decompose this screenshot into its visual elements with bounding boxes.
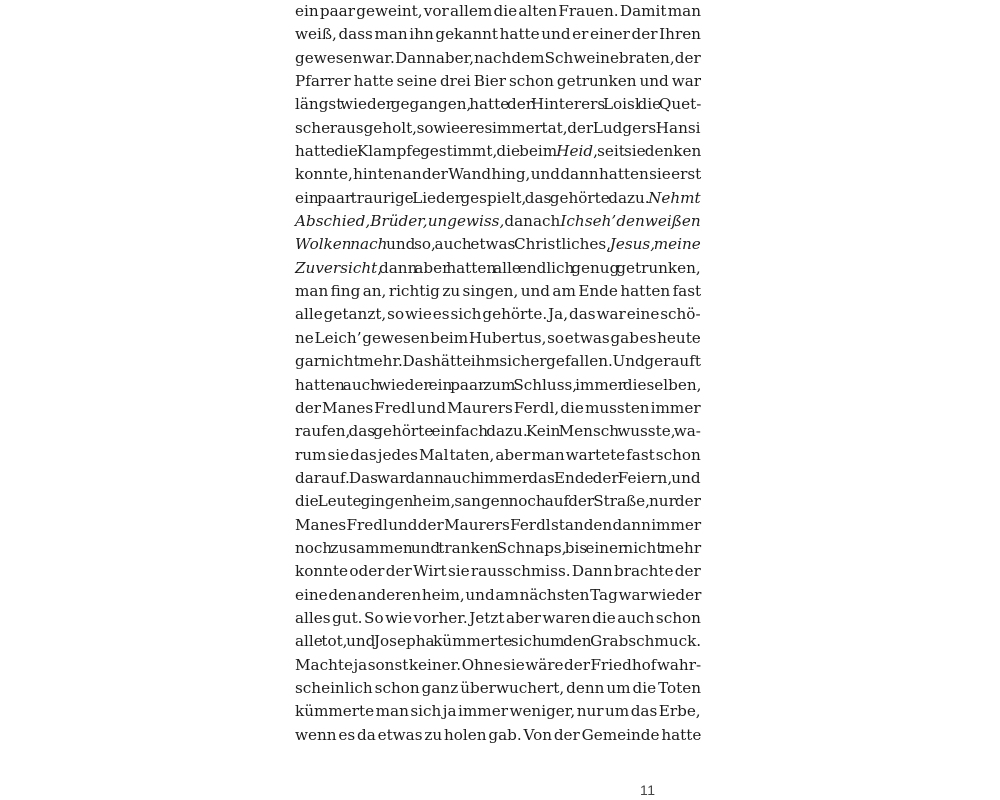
text-segment: Manes Fredl und der Maurers Ferdl standen dann immer bbox=[295, 515, 702, 534]
text-segment: die Leute gingen heim, sangen noch auf der Straße, nur der bbox=[295, 492, 701, 511]
text-line bbox=[295, 70, 701, 93]
text-segment: , seit sie denken bbox=[593, 142, 702, 161]
text-line bbox=[295, 607, 701, 630]
text-segment: sche rausgeholt, so wie er es immer tat, der Ludgers Hansi bbox=[295, 118, 701, 137]
text-segment: hatten auch wieder ein paar zum Schluss, immer dieselben, bbox=[295, 375, 702, 394]
text-segment: Pfarrer hatte seine drei Bier schon getrunken und war bbox=[295, 72, 702, 91]
text-line bbox=[295, 350, 701, 373]
text-segment: gar nicht mehr. Das hätte ihm sicher gefallen. Und gerauft bbox=[295, 352, 701, 371]
italic-text: Heid bbox=[556, 142, 594, 161]
text-segment: man fing an, richtig zu singen, und am Ende hatten fast bbox=[295, 282, 702, 301]
text-line bbox=[295, 444, 701, 467]
text-line bbox=[295, 654, 701, 677]
body-text bbox=[295, 0, 701, 747]
text-segment: ein paar traurige Lieder gespielt, das gehörte dazu. bbox=[295, 188, 649, 207]
italic-text: Wolken nach bbox=[295, 235, 388, 254]
page-number: 11 bbox=[640, 782, 656, 798]
text-line bbox=[295, 140, 701, 163]
text-segment: alles gut. So wie vorher. Jetzt aber waren die auch schon bbox=[295, 608, 701, 627]
text-segment: alle getanzt, so wie es sich gehörte. Ja, das war eine schö- bbox=[295, 305, 701, 324]
text-line bbox=[295, 490, 701, 513]
text-segment: wenn es da etwas zu holen gab. Von der Gemeinde hatte bbox=[295, 725, 702, 744]
text-line bbox=[295, 163, 701, 186]
text-segment: eine den anderen heim, und am nächsten Tag war wieder bbox=[295, 585, 702, 604]
text-segment: konnte oder der Wirt sie rausschmiss. Dann brachte der bbox=[295, 562, 701, 581]
text-line bbox=[295, 724, 701, 747]
text-segment: ne Leich’ gewesen beim Hubertus, so etwas gab es heute bbox=[295, 328, 701, 347]
text-segment: darauf. Das war dann auch immer das Ende der Feiern, und bbox=[295, 468, 701, 487]
italic-text: Ich seh’ den weißen bbox=[560, 212, 701, 231]
text-segment: gewesen war. Dann aber, nach dem Schweinebraten, der bbox=[295, 48, 701, 67]
text-line bbox=[295, 280, 701, 303]
text-line bbox=[295, 303, 701, 326]
text-line bbox=[295, 187, 701, 210]
text-line bbox=[295, 327, 701, 350]
text-line bbox=[295, 93, 701, 116]
text-line bbox=[295, 560, 701, 583]
text-line bbox=[295, 23, 701, 46]
text-segment: scheinlich schon ganz überwuchert, denn um die Toten bbox=[295, 678, 702, 697]
text-line bbox=[295, 514, 701, 537]
text-line bbox=[295, 420, 701, 443]
text-segment: Machte ja sonst keiner. Ohne sie wäre der Friedhof wahr- bbox=[295, 655, 702, 674]
text-line bbox=[295, 233, 701, 256]
text-segment: kümmerte man sich ja immer weniger, nur um das Erbe, bbox=[295, 702, 701, 721]
text-segment: längst wieder gegangen, hatte der Hinterers Loisl die Quet- bbox=[295, 95, 702, 114]
text-segment: , dann aber hatten alle endlich genug getrunken, bbox=[377, 258, 701, 277]
text-line bbox=[295, 117, 701, 140]
text-segment: rum sie das jedes Mal taten, aber man wartete fast schon bbox=[295, 445, 701, 464]
text-line bbox=[295, 677, 701, 700]
text-segment: hatte die Klampfe gestimmt, die beim bbox=[295, 142, 557, 161]
italic-text: Zuversicht bbox=[295, 258, 378, 277]
text-line bbox=[295, 467, 701, 490]
text-line bbox=[295, 630, 701, 653]
text-line bbox=[295, 257, 701, 280]
text-segment: konnte, hinten an der Wand hing, und dann hatten sie erst bbox=[295, 165, 702, 184]
text-line bbox=[295, 0, 701, 23]
text-segment: alle tot, und Josepha kümmerte sich um den Grabschmuck. bbox=[295, 632, 702, 651]
text-segment: weiß, dass man ihn gekannt hatte und er einer der Ihren bbox=[295, 25, 701, 44]
text-segment: raufen, das gehörte einfach dazu. Kein Mensch wusste, wa- bbox=[295, 422, 701, 441]
text-segment: der Manes Fredl und Maurers Ferdl, die mussten immer bbox=[295, 398, 701, 417]
text-segment: ein paar geweint, vor allem die alten Frauen. Damit man bbox=[295, 2, 701, 20]
italic-text: Abschied, Brüder, ungewiss, bbox=[295, 212, 505, 231]
italic-text: Nehmt bbox=[648, 188, 701, 207]
text-line bbox=[295, 210, 701, 233]
text-line bbox=[295, 584, 701, 607]
text-segment: noch zusammen und tranken Schnaps, bis einer nicht mehr bbox=[295, 538, 702, 557]
text-segment: danach bbox=[504, 212, 561, 231]
text-segment: und so, auch etwas Christliches, bbox=[387, 235, 610, 254]
italic-text: Jesus, meine bbox=[609, 235, 701, 254]
text-line bbox=[295, 397, 701, 420]
text-line bbox=[295, 537, 701, 560]
text-line bbox=[295, 374, 701, 397]
text-line bbox=[295, 700, 701, 723]
text-line bbox=[295, 47, 701, 70]
